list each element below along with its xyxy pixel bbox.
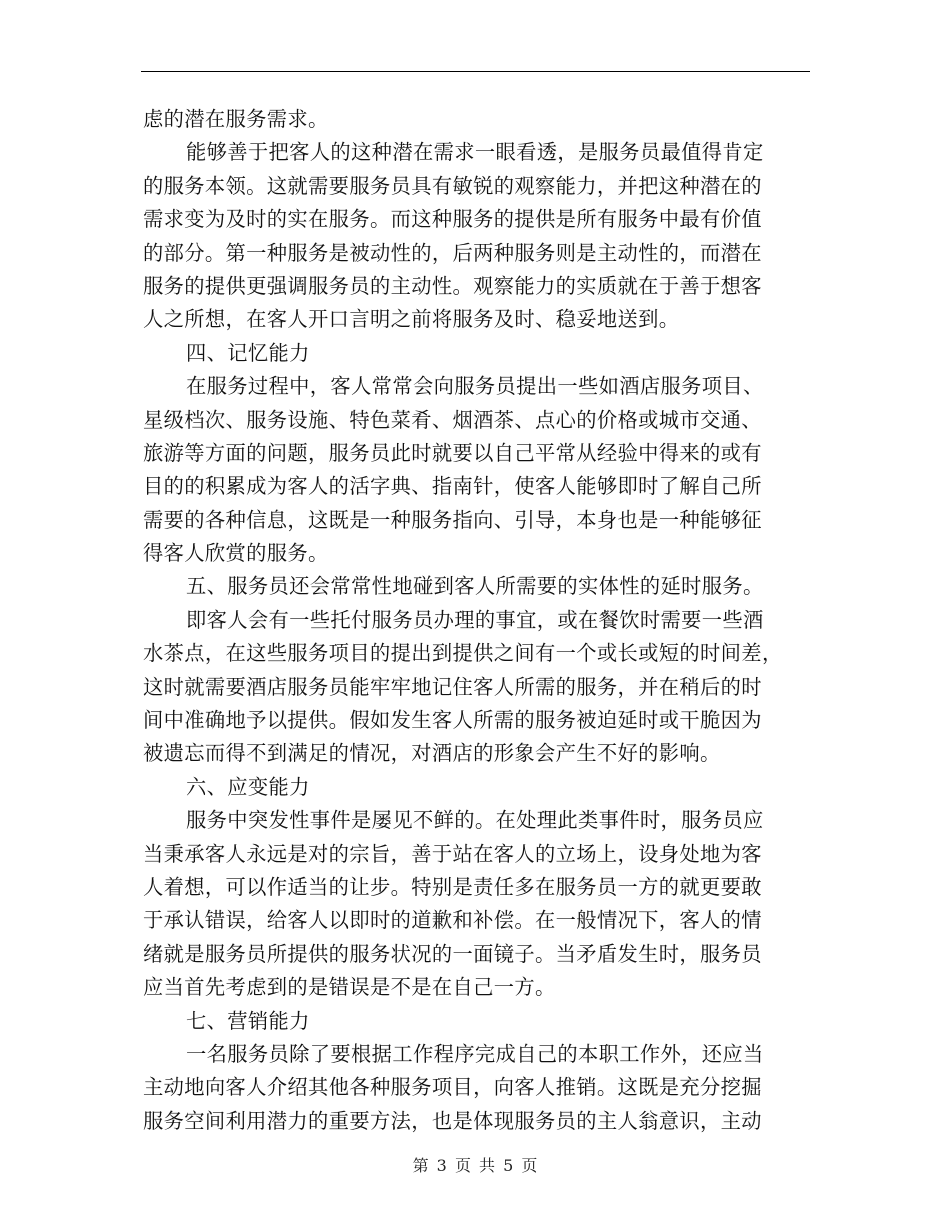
- paragraph-line: 人着想，可以作适当的让步。特别是责任多在服务员一方的就更要敢: [143, 874, 762, 899]
- paragraph-line: 目的的积累成为客人的活字典、指南针，使客人能够即时了解自己所: [143, 474, 762, 499]
- paragraph-line: 需要的各种信息，这既是一种服务指向、引导，本身也是一种能够征: [143, 507, 762, 532]
- page-number-footer: 第 3 页 共 5 页: [412, 1156, 538, 1175]
- paragraph-line: 需求变为及时的实在服务。而这种服务的提供是所有服务中最有价值: [143, 207, 762, 232]
- paragraph-line: 于承认错误，给客人以即时的道歉和补偿。在一般情况下，客人的情: [143, 908, 762, 933]
- paragraph-line: 的部分。第一种服务是被动性的，后两种服务则是主动性的，而潜在: [143, 240, 762, 265]
- paragraph-line: 能够善于把客人的这种潜在需求一眼看透，是服务员最值得肯定: [186, 140, 764, 165]
- paragraph-line: 间中准确地予以提供。假如发生客人所需的服务被迫延时或干脆因为: [143, 708, 762, 733]
- header-rule: [141, 71, 810, 72]
- paragraph-line: 得客人欣赏的服务。: [143, 541, 329, 566]
- paragraph-line: 虑的潜在服务需求。: [143, 107, 329, 131]
- paragraph-line: 这时就需要酒店服务员能牢牢地记住客人所需的服务，并在稍后的时: [143, 674, 762, 699]
- paragraph-line: 星级档次、服务设施、特色菜肴、烟酒茶、点心的价格或城市交通、: [143, 407, 762, 432]
- paragraph-line: 应当首先考虑到的是错误是不是在自己一方。: [143, 975, 556, 1000]
- paragraph-line: 服务空间利用潜力的重要方法，也是体现服务员的主人翁意识，主动: [143, 1108, 762, 1133]
- paragraph-line: 即客人会有一些托付服务员办理的事宜，或在餐饮时需要一些酒: [186, 607, 764, 632]
- paragraph-line: 服务中突发性事件是屡见不鲜的。在处理此类事件时，服务员应: [186, 808, 764, 833]
- paragraph-line: 水茶点，在这些服务项目的提出到提供之间有一个或长或短的时间差，: [143, 641, 783, 666]
- paragraph-line: 在服务过程中，客人常常会向服务员提出一些如酒店服务项目、: [186, 374, 764, 399]
- paragraph-line: 服务的提供更强调服务员的主动性。观察能力的实质就在于善于想客: [143, 273, 762, 298]
- section-heading: 六、应变能力: [186, 774, 310, 799]
- paragraph-line: 一名服务员除了要根据工作程序完成自己的本职工作外，还应当: [186, 1041, 764, 1066]
- paragraph-line: 当秉承客人永远是对的宗旨，善于站在客人的立场上，设身处地为客: [143, 841, 762, 866]
- paragraph-line: 主动地向客人介绍其他各种服务项目，向客人推销。这既是充分挖掘: [143, 1075, 762, 1100]
- paragraph-line: 人之所想，在客人开口言明之前将服务及时、稳妥地送到。: [143, 307, 680, 332]
- paragraph-line: 的服务本领。这就需要服务员具有敏锐的观察能力，并把这种潜在的: [143, 173, 762, 198]
- section-heading: 七、营销能力: [186, 1008, 310, 1033]
- paragraph-line: 被遗忘而得不到满足的情况，对酒店的形象会产生不好的影响。: [143, 741, 721, 766]
- document-body: [143, 103, 811, 1138]
- paragraph-line: 旅游等方面的问题，服务员此时就要以自己平常从经验中得来的或有: [143, 440, 762, 465]
- section-heading: 四、记忆能力: [186, 340, 310, 365]
- paragraph-line: 绪就是服务员所提供的服务状况的一面镜子。当矛盾发生时，服务员: [143, 941, 762, 966]
- section-heading: 五、服务员还会常常性地碰到客人所需要的实体性的延时服务。: [186, 574, 764, 599]
